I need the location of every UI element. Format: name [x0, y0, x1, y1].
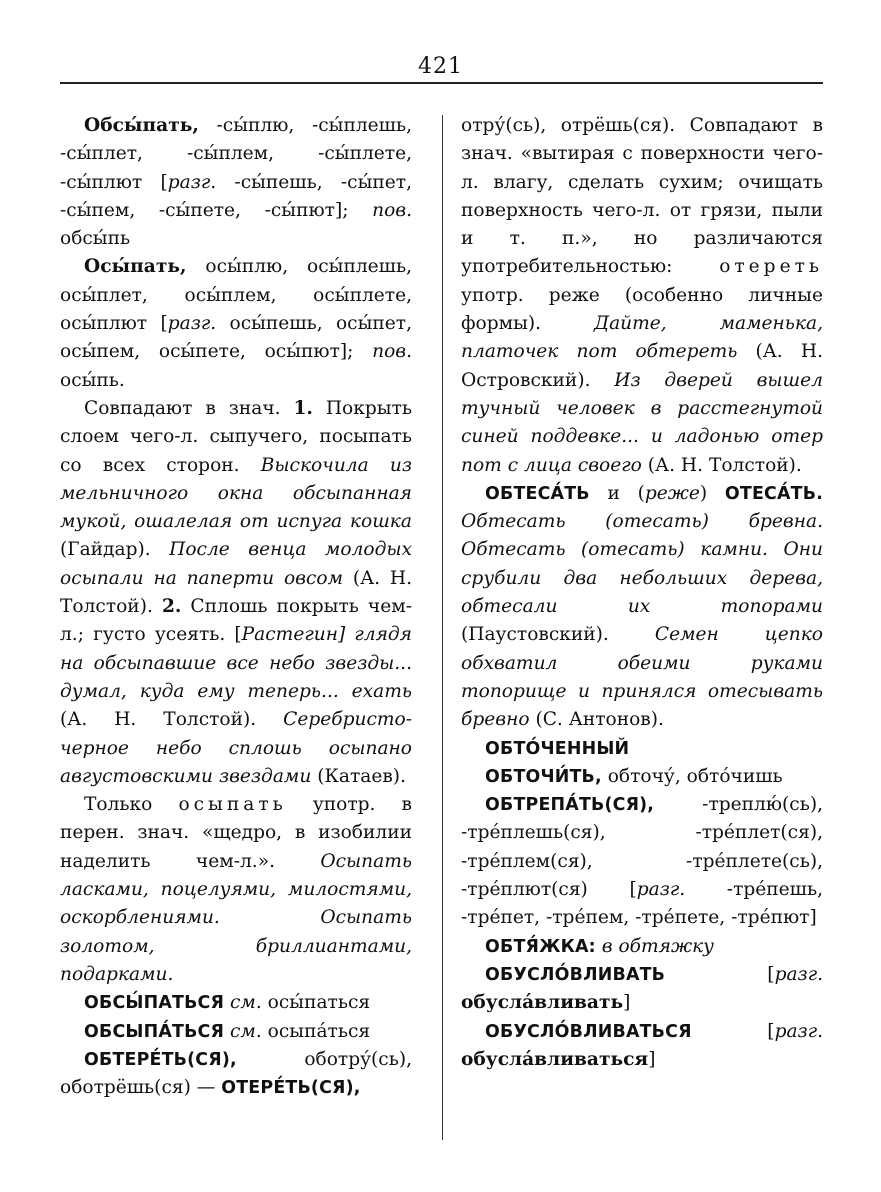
reference: осы́паться [261, 992, 371, 1014]
forms: -сы́пешь, -сы́пет, -сы́пем, -сы́пете, -сы́пют]; [60, 171, 412, 221]
text: ] [648, 1048, 656, 1070]
entry-obtesat [461, 480, 823, 735]
spaced-word: отереть [719, 256, 823, 278]
example: Из дверей вышел тучный человек в расстегнутой синей поддевке... и ладонью отер пот с лица своего [461, 369, 824, 476]
forms: осы́плю, осы́плешь, осы́плет, осы́плем, осы́плете, осы́плют [ [60, 256, 412, 335]
right-column [461, 112, 823, 1074]
forms: -тре́пешь, -тре́пет, -тре́пем, -тре́пете, -тре́пют] [461, 879, 823, 929]
definition-paragraph [60, 395, 412, 791]
reference: осыпа́ться [261, 1020, 371, 1042]
label-razg: разг. [167, 171, 217, 193]
label-sm: см. [224, 992, 262, 1014]
headword: ОБТЕСА́ТЬ [485, 483, 590, 504]
source: (Гайдар). [60, 539, 170, 561]
forms: -сы́плю, -сы́плешь, -сы́плет, -сы́плем, -сы́плете, -сы́плют [ [60, 115, 412, 193]
headword: ОБТЯ́ЖКА: [485, 936, 596, 957]
label-razg: разг. [774, 1020, 823, 1042]
text: Покрыть слоем чего-л. сыпучего, посыпать со всех сторон. [60, 397, 412, 476]
variant-form: обусла́вливать [461, 992, 624, 1014]
example: Осыпать ласками, поцелуями, милостями, оскорблениями. Осыпать золотом, бриллиантами, подарками. [60, 850, 412, 985]
headword: Обсы́пать, [84, 115, 199, 136]
spaced-word: осыпать [178, 794, 287, 816]
label-razg: разг. [774, 963, 823, 985]
example: Дайте, маменька, платочек пот обтереть [461, 313, 823, 363]
text: Совпадают в знач. [84, 397, 294, 419]
source: (Паустовский). [461, 624, 655, 646]
text: употр. реже (особенно личные формы). [461, 284, 823, 335]
headword: ОБСЫ́ПАТЬСЯ [84, 993, 225, 1014]
text: отру́(сь), отрёшь(ся). Совпадают в знач. «вытирая с поверхности чего-л. влагу, сделать сухим; очищать поверхность чего-л. от грязи, пыли и т. п.», но различаются употребительностью: [461, 115, 823, 278]
sense-number: 2. [161, 596, 182, 618]
headword: ОБУСЛО́ВЛИВАТЬСЯ [485, 1021, 692, 1042]
entry-obsypat [60, 112, 412, 253]
entry-obsypatsya-1 [60, 989, 412, 1017]
variant-form: обусла́вливаться [461, 1048, 649, 1070]
example: в обтяжку [595, 935, 714, 957]
source: (А. Н. Толстой). [641, 454, 802, 476]
page-number: 421 [418, 54, 463, 79]
sense-number: 1. [293, 397, 313, 419]
headword: ОТЕСА́ТЬ. [724, 483, 823, 504]
headword: ОБТОЧИ́ТЬ, [485, 766, 602, 787]
text: и ( [589, 482, 645, 504]
forms: -треплю́(сь), -тре́плешь(ся), -тре́плет(ся), -тре́плем(ся), -тре́плете(сь), -тре́плют(ся) [ [461, 794, 823, 901]
example: Серебристо-черное небо сплошь осыпано августовскими звездами [60, 709, 412, 787]
entry-osypat [60, 253, 412, 394]
forms: обточу́, обто́чишь [601, 765, 783, 787]
text: [ [665, 963, 775, 985]
source: (А. Н. Островский). [461, 341, 823, 391]
entry-obuslovlivat [461, 961, 823, 1018]
column-divider [442, 115, 443, 1140]
forms: обсы́пь [60, 228, 131, 250]
headword: ОБУСЛО́ВЛИВАТЬ [485, 964, 666, 985]
forms: осы́пь. [60, 369, 125, 391]
entry-obuslovlivatsya [461, 1018, 823, 1075]
text: Только [84, 794, 179, 816]
headword: Осы́пать, [84, 256, 187, 278]
example: Обтесать (отесать) бревна. Обтесать (отесать) камни. Они срубили два небольших дерева, обтесали их топорами [461, 511, 823, 618]
example: Выскочила из мельничного окна обсыпанная мукой, ошалелая от испуга кошка [60, 454, 412, 533]
left-column [60, 112, 412, 1102]
entry-obtrepat [461, 791, 823, 932]
headword: ОБТО́ЧЕННЫЙ [485, 738, 630, 759]
text: [ [691, 1020, 775, 1042]
entry-obteret-continued [461, 112, 823, 480]
label-sm: см. [224, 1020, 262, 1042]
source: (А. Н. Толстой). [60, 567, 412, 618]
usage-paragraph [60, 791, 412, 989]
label-razg: разг. [636, 879, 686, 901]
source: (С. Антонов). [529, 709, 664, 731]
source: (А. Н. Толстой). [60, 709, 284, 731]
example: Семен цепко обхватил обеими руками топорище и принялся отесывать бревно [461, 624, 823, 731]
source: (Катаев). [311, 765, 406, 787]
entry-obteret [60, 1046, 412, 1103]
example: После венца молодых осыпали на паперти овсом [60, 539, 412, 589]
headword: ОТЕРЕ́ТЬ(СЯ), [221, 1078, 361, 1099]
text: Сплошь покрыть чем-л.; густо усеять. [ [60, 596, 412, 646]
label-pov: пов. [372, 199, 412, 221]
text: употр. в перен. знач. «щедро, в изобилии наделить чем-л.». [60, 794, 412, 872]
example: Растегин [241, 624, 338, 646]
header-rule [60, 82, 823, 84]
headword: ОБТЕРЕ́ТЬ(СЯ), [84, 1049, 237, 1070]
label-pov: пов. [372, 341, 412, 363]
headword: ОБСЫПА́ТЬСЯ [84, 1021, 225, 1042]
entry-obtyazhka [461, 933, 823, 961]
entry-obsypatsya-2 [60, 1018, 412, 1046]
entry-obtochit [461, 763, 823, 791]
text: ) [699, 482, 725, 504]
forms: осы́пешь, осы́пет, осы́пем, осы́пете, осы́пют]; [60, 313, 412, 363]
forms: оботру́(сь), оботрёшь(ся) — [60, 1048, 412, 1099]
entry-obtochenny [461, 735, 823, 763]
text: ] [623, 992, 631, 1014]
label-razg: разг. [167, 313, 217, 335]
headword: ОБТРЕПА́ТЬ(СЯ), [485, 795, 655, 816]
label-rezhe: реже [644, 482, 700, 504]
example: ] глядя на обсыпавшие все небо звезды... думал, куда ему теперь... ехать [60, 624, 412, 702]
